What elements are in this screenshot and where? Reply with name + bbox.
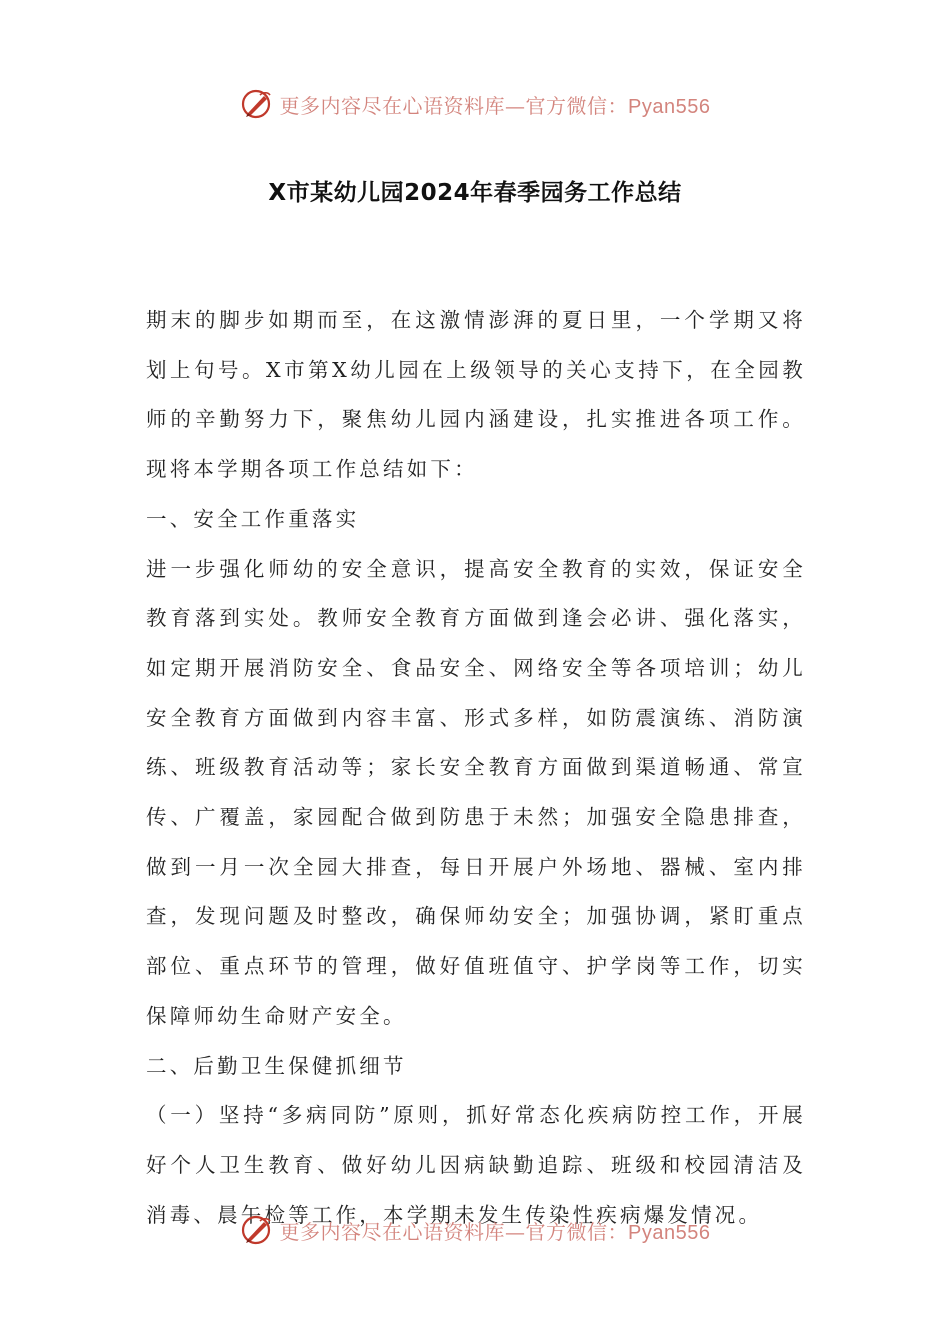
section-heading-safety: 一、安全工作重落实	[146, 506, 360, 531]
watermark-header	[0, 84, 950, 124]
intro-paragraph: 期末的脚步如期而至，在这激情澎湃的夏日里，一个学期又将划上句号。X市第X幼儿园在上级领导的关心支持下，在全园教师的辛勤努力下，聚焦幼儿园内涵建设，扎实推进各项工作。现将本学期各项工作总结如下：	[146, 308, 806, 482]
watermark-text	[280, 1216, 711, 1245]
watermark-label: 更多内容尽在心语资料库—官方微信：	[279, 1219, 629, 1244]
watermark-text	[280, 90, 711, 119]
logistics-paragraph: （一）坚持“多病同防”原则，抓好常态化疾病防控工作，开展好个人卫生教育、做好幼儿因病缺勤追踪、班级和校园清洁及消毒、晨午检等工作，本学期未发生传染性疾病爆发情况。	[146, 1103, 806, 1227]
watermark-label: 更多内容尽在心语资料库—官方微信：	[279, 93, 629, 118]
watermark-id: Pyan556	[628, 95, 711, 118]
watermark-footer	[0, 1210, 950, 1250]
safety-paragraph: 进一步强化师幼的安全意识，提高安全教育的实效，保证安全教育落到实处。教师安全教育方面做到逢会必讲、强化落实，如定期开展消防安全、食品安全、网络安全等各项培训；幼儿安全教育方面做到内容丰富、形式多样，如防震演练、消防演练、班级教育活动等；家长安全教育方面做到渠道畅通、常宣传、广覆盖，家园配合做到防患于未然；加强安全隐患排查，做到一月一次全园大排查，每日开展户外场地、器械、室内排查，发现问题及时整改，确保师幼安全；加强协调，紧盯重点部位、重点环节的管理，做好值班值守、护学岗等工作，切实保障师幼生命财产安全。	[146, 556, 806, 1028]
document-body	[146, 296, 806, 1240]
pen-logo-icon	[240, 1213, 274, 1247]
section-heading-logistics: 二、后勤卫生保健抓细节	[146, 1053, 407, 1078]
document-title: X市某幼儿园2024年春季园务工作总结	[268, 180, 682, 206]
watermark-id: Pyan556	[628, 1221, 711, 1244]
pen-logo-icon	[240, 87, 274, 121]
